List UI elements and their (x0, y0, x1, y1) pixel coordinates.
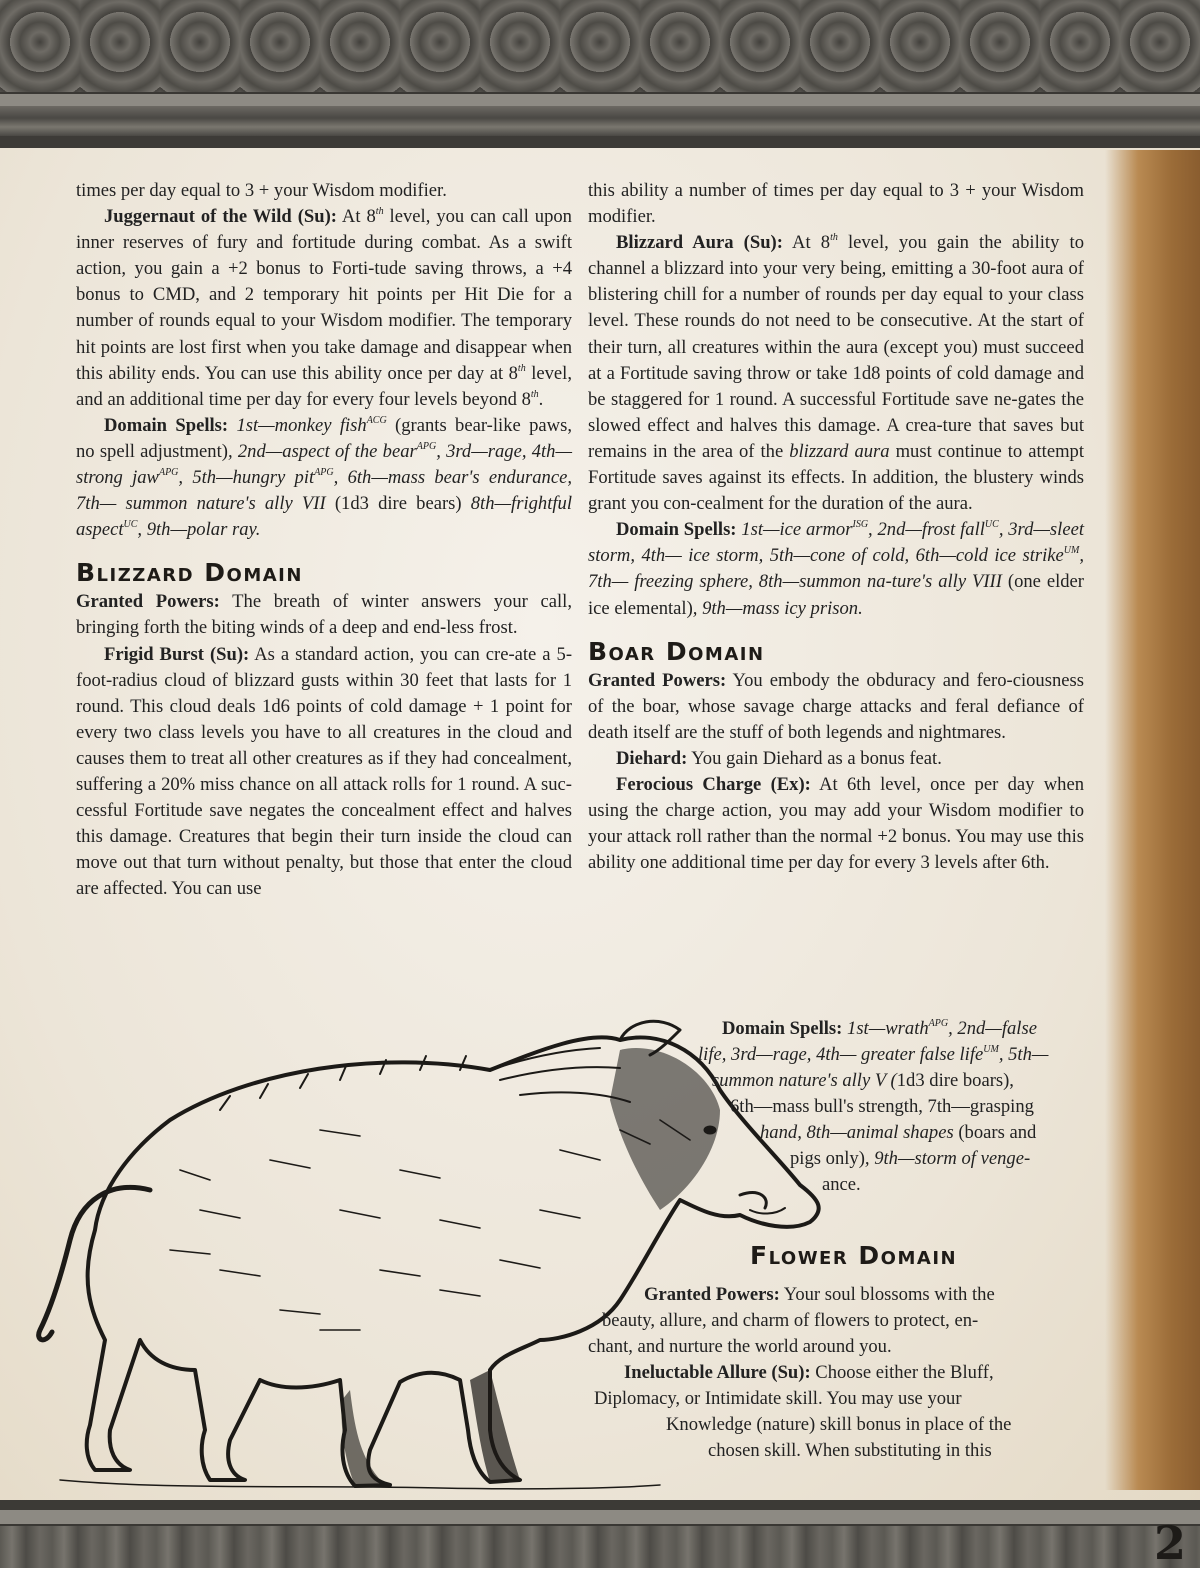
parchment-torn-edge (1105, 150, 1200, 1490)
diehard-paragraph: Diehard: You gain Diehard as a bonus feat. (616, 747, 942, 769)
continued-paragraph: times per day equal to 3 + your Wisdom modifier. (76, 180, 447, 201)
blizzard-aura-paragraph: Blizzard Aura (Su): At 8th level, you gain the ability to channel a blizzard into your very being, emitting a 30-foot aura of blistering chill for a number of rounds per day equal to your class level. These rounds do not need to be consecutive. At the start of their turn, all creatures within the aura (except you) must succeed at a Fortitude saving throw or take 1d8 points of cold damage and be staggered for 1 round. A successful Fortitude save ne-gates the slowed effect and halves this damage. A crea-ture that saves but remains in the area of the blizzard aura must continue to attempt Fortitude saves against its effects. In addition, the blustery winds grant you con-cealment for the duration of the aura. (588, 232, 1084, 515)
boar-domain-heading: Boar Domain (588, 636, 765, 666)
ferocious-charge-paragraph: Ferocious Charge (Ex): At 6th level, once per day when using the charge action, you may add your Wisdom modifier to your attack roll rather than the normal +2 bonus. You may use this ability one additional time per day for every 3 levels after 6th. (588, 773, 1084, 874)
bottom-stone-border (0, 1500, 1200, 1568)
top-stone-border (0, 0, 1200, 148)
continued-paragraph: this ability a number of times per day equal to 3 + your Wisdom modifier. (588, 180, 1084, 228)
page-number: 2 (1153, 1516, 1186, 1570)
celtic-knot-frieze (0, 0, 1200, 92)
juggernaut-paragraph: Juggernaut of the Wild (Su): At 8th level, you can call upon inner reserves of fury and fortitude during combat. As a swift action, you gain a +2 bonus to Forti-tude saving throws, a +4 bonus to CMD, and 2 temporary hit points per Hit Die for a number of rounds equal to your Wisdom modifier. The temporary hit points are lost first when you take damage and disappear when this ability ends. You can use this ability once per day at 8th level, and an additional time per day for every four levels beyond 8th. (76, 206, 572, 410)
flower-domain-heading: Flower Domain (750, 1241, 958, 1270)
right-column (588, 178, 1084, 876)
domain-spells-paragraph: Domain Spells: 1st—monkey fish$^{ACG}$ (grants bear-like paws, no spell adjustment), 2nd—aspect of the bear$^{APG}$, 3rd—rage, 4th— strong jaw$^{APG}$, 5th—hungry pit$^{APG}$, 6th—mass bear's endurance, 7th— summon nature's ally VII (1d3 dire bears) 8th—frightful aspect$^{UC}$, 9th—polar ray. (76, 414, 572, 541)
frigid-burst-paragraph: Frigid Burst (Su): As a standard action, you can cre-ate a 5-foot-radius cloud of blizzard gusts within 30 feet that lasts for 1 round. This cloud deals 1d6 points of cold damage + 1 point for every two class levels you have to all creatures in the cloud and causes them to treat all other creatures as if they had concealment, suffering a 20% miss chance on all attack rolls for 1 round. A suc-cessful Fortitude save negates the concealment effect and halves this damage. Creatures that begin their turn inside the cloud can move out that turn without penalty, but those that enter the cloud are affected. You can use (76, 643, 573, 900)
boar-granted-powers: Granted Powers: You embody the obduracy and fero-ciousness of the boar, whose savage charge attacks and feral defiance of death itself are the stuff of both legends and nightmares. (588, 669, 1084, 743)
blizzard-granted-powers: Granted Powers: The breath of winter answers your call, bringing forth the biting winds of a deep and end-less frost. (76, 591, 572, 639)
blizzard-domain-heading: Blizzard Domain (76, 558, 303, 588)
domain-spells-paragraph: Domain Spells: 1st—ice armor$^{ISG}$, 2nd—frost fall$^{UC}$, 3rd—sleet storm, 4th— ice storm, 5th—cone of cold, 6th—cold ice strike$^{UM}$, 7th— freezing sphere, 8th—summon na-ture's ally VIII (one elder ice elemental), 9th—mass icy prison. (588, 519, 1085, 619)
left-column (76, 178, 572, 902)
